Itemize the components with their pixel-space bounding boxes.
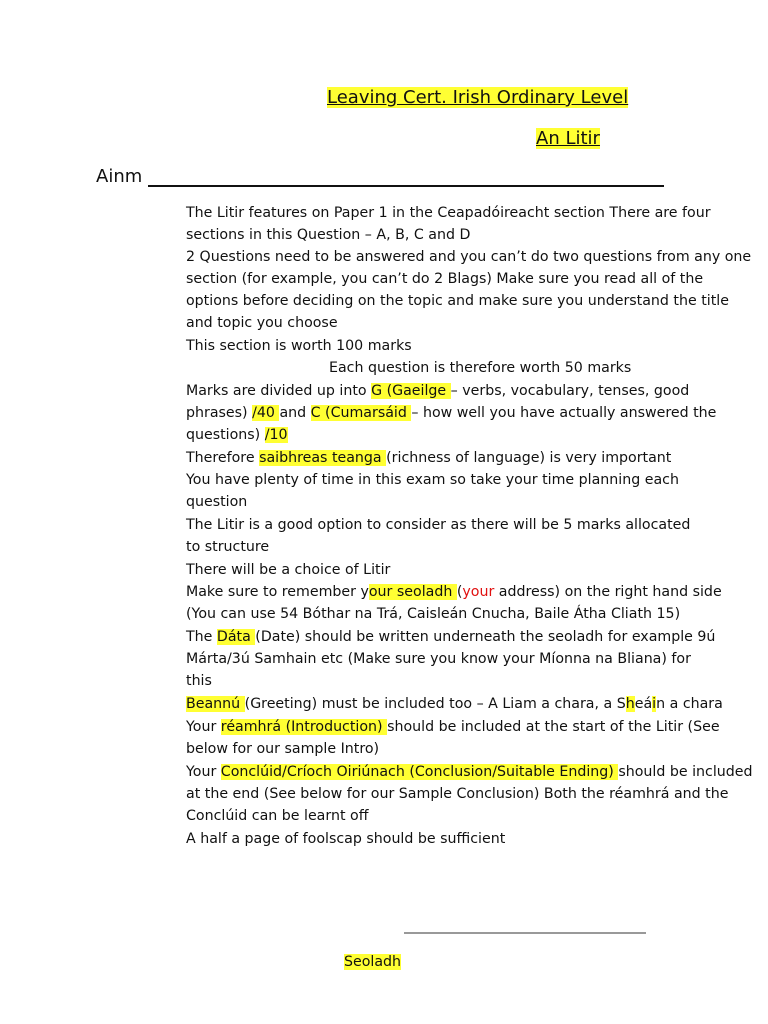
body-line-19: (You can use 54 Bóthar na Trá, Caisleán Cnucha, Baile Átha Cliath 15) [186, 606, 681, 622]
body-line-7: This section is worth 100 marks [186, 338, 412, 354]
highlight-concluid: Conclúid/Críoch Oiriúnach (Conclusion/Suitable Ending) [220, 764, 619, 780]
body-line-12 [186, 448, 671, 468]
text-span: Make sure to remember y [186, 584, 369, 600]
body-line-3: 2 Questions need to be answered and you can’t do two questions from any one [186, 249, 752, 265]
highlight-40: /40 [252, 405, 280, 421]
body-line-16: to structure [186, 539, 270, 555]
text-span: The [186, 629, 217, 645]
highlight-reamhra: réamhrá (Introduction) [220, 719, 388, 735]
body-line-8: Each question is therefore worth 50 marks [329, 360, 632, 376]
body-line-1: The Litir features on Paper 1 in the Ceapadóireacht section There are four [186, 205, 711, 221]
text-span: Your [186, 719, 221, 735]
document-title: Leaving Cert. Irish Ordinary Level [327, 87, 629, 108]
name-underline [148, 185, 664, 187]
text-span: – how well you have actually answered the [411, 405, 717, 421]
body-line-28: Conclúid can be learnt off [186, 808, 369, 824]
body-line-22: this [186, 673, 212, 689]
body-line-10 [186, 403, 716, 423]
text-span: n a chara [656, 696, 723, 712]
text-span: Your [186, 764, 221, 780]
body-line-18 [186, 582, 722, 602]
text-span: (richness of language) is very important [386, 450, 672, 466]
text-span: Therefore [186, 450, 260, 466]
text-span: phrases) [186, 405, 253, 421]
body-line-5: options before deciding on the topic and make sure you understand the title [186, 293, 729, 309]
highlight-i: i [652, 696, 657, 712]
text-span: questions) [186, 427, 265, 443]
highlight-saibhreas: saibhreas teanga [259, 450, 387, 466]
text-span: address) on the right hand side [494, 584, 722, 600]
body-line-4: section (for example, you can’t do 2 Blags) Make sure you read all of the [186, 271, 704, 287]
body-line-24 [186, 717, 720, 737]
body-line-25: below for our sample Intro) [186, 741, 380, 757]
text-span: (Greeting) must be included too – A Liam a chara, a S [244, 696, 626, 712]
body-line-2: sections in this Question – A, B, C and D [186, 227, 471, 243]
body-line-26 [186, 762, 753, 782]
body-line-6: and topic you choose [186, 315, 338, 331]
body-line-11 [186, 425, 288, 445]
text-span: ( [456, 584, 463, 600]
seoladh-label: Seoladh [344, 954, 402, 970]
highlight-h: h [625, 696, 635, 712]
body-line-14: question [186, 494, 248, 510]
body-line-13: You have plenty of time in this exam so take your time planning each [186, 472, 679, 488]
highlight-seoladh: our seoladh [368, 584, 457, 600]
text-span: should be included [618, 764, 753, 780]
highlight-data: Dáta [216, 629, 256, 645]
document-subtitle: An Litir [536, 128, 600, 149]
body-line-29: A half a page of foolscap should be sufficient [186, 831, 506, 847]
highlight-gaeilge: G (Gaeilge [371, 383, 451, 399]
address-rule [404, 932, 646, 934]
name-label: Ainm [96, 166, 143, 187]
body-line-23 [186, 694, 723, 714]
text-span: eá [634, 696, 653, 712]
body-line-20 [186, 627, 715, 647]
text-span: and [279, 405, 311, 421]
red-your: your [462, 584, 495, 600]
body-line-27: at the end (See below for our Sample Conclusion) Both the réamhrá and the [186, 786, 729, 802]
highlight-beannu: Beannú [186, 696, 245, 712]
highlight-cumarsaid: C (Cumarsáid [310, 405, 412, 421]
text-span: – verbs, vocabulary, tenses, good [450, 383, 690, 399]
text-span: should be included at the start of the Litir (See [387, 719, 720, 735]
highlight-10: /10 [264, 427, 288, 443]
text-span: (Date) should be written underneath the seoladh for example 9ú [255, 629, 716, 645]
body-line-9 [186, 381, 689, 401]
body-line-17: There will be a choice of Litir [186, 562, 391, 578]
body-line-21: Márta/3ú Samhain etc (Make sure you know your Míonna na Bliana) for [186, 651, 691, 667]
body-line-15: The Litir is a good option to consider as there will be 5 marks allocated [186, 517, 691, 533]
text-span: Marks are divided up into [186, 383, 372, 399]
